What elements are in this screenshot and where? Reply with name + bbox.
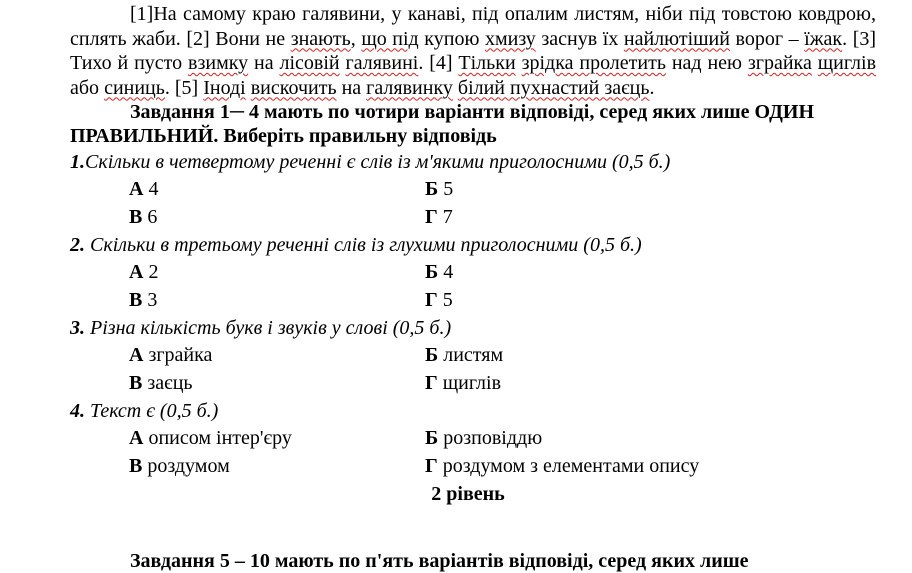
answer-option[interactable] [425,289,453,312]
spellcheck-underlined-word: галявинку [366,76,453,99]
question-text: Скільки в четвертому реченні є слів із м'якими приголосними (0,5 б.) [85,151,671,173]
spellcheck-underlined-word: взимку [188,52,249,74]
option-value: описом інтер'єру [148,426,292,449]
option-letter: В [129,371,143,394]
answer-option[interactable] [129,455,425,478]
options-row [70,452,876,480]
spellcheck-underlined-word: галявині [345,52,419,74]
spellcheck-underlined-word: Тільки [458,52,516,74]
spellcheck-underlined-word: зграйка [747,52,812,74]
option-value: 7 [442,205,453,228]
passage-segment: [1]На самому краю галявини, у канаві, під опалим листям, ніби під товстою ковдрою, сплять жаби. [2] Вони не [70,3,876,50]
option-value: роздумом з елементами опису [442,454,700,477]
question-number: 2. [70,234,85,256]
answer-option[interactable] [425,261,453,284]
option-letter: А [129,260,144,283]
answer-option[interactable] [129,261,425,284]
passage-segment: . [649,76,655,99]
options-row [70,369,876,397]
option-value: 2 [148,260,159,283]
answer-option[interactable] [425,344,503,367]
question-number: 1. [70,151,85,173]
spellcheck-underlined-word: знають [290,27,351,50]
option-value: листям [443,343,504,366]
option-value: роздумом [147,454,230,477]
spellcheck-underlined-word: вискочить [250,76,337,99]
options-row [70,258,876,286]
question-number: 4. [70,400,85,422]
answer-option[interactable] [129,289,425,312]
option-value: 5 [442,288,453,311]
answer-option[interactable] [425,455,699,478]
passage-segment: на [336,76,367,99]
level-heading: 2 рівень [431,483,505,505]
option-value: зграйка [148,343,213,366]
option-letter: Б [425,177,439,200]
question-1 [70,149,876,175]
spellcheck-underlined-word: їжак [804,27,843,50]
passage-text [70,2,876,100]
option-letter: Г [425,454,438,477]
option-letter: В [129,454,143,477]
question-4 [70,398,876,424]
spellcheck-underlined-word: синиць [104,76,165,99]
question-text: Скільки в третьому реченні слів із глухими приголосними (0,5 б.) [85,234,642,256]
passage-segment: на [248,52,280,74]
option-letter: В [129,205,143,228]
answer-option[interactable] [129,344,425,367]
option-value: заєць [147,371,193,394]
options-row [70,341,876,369]
option-value: 5 [443,177,454,200]
task-instructions: Завдання 1─ 4 мають по чотири варіанти відповіді, серед яких лише ОДИН ПРАВИЛЬНИЙ. Виберіть правильну відповідь [70,101,814,147]
spellcheck-underlined-word: що під [361,27,419,50]
option-letter: Б [425,343,439,366]
passage-segment: , [350,27,362,50]
answer-option[interactable] [425,427,542,450]
option-value: 4 [443,260,454,283]
option-letter: А [129,343,144,366]
option-letter: Г [425,288,438,311]
passage-segment: ворог – [729,27,805,50]
question-number: 3. [70,317,85,339]
option-letter: В [129,288,143,311]
spellcheck-underlined-word: зрідка пролетить [521,52,666,74]
passage-segment: . [4] [418,52,459,74]
passage-segment: купою [418,27,485,50]
option-value: розповіддю [443,426,543,449]
spellcheck-underlined-word: щиглів [817,52,877,74]
options-row [70,286,876,314]
option-letter: Г [425,205,438,228]
spellcheck-underlined-word: Іноді [203,76,246,99]
option-value: 4 [148,177,159,200]
spellcheck-underlined-word: лісовій [279,52,340,74]
option-letter: Г [425,371,438,394]
question-3 [70,315,876,341]
passage-segment: . [3] Тихо й пусто [70,27,877,74]
spellcheck-underlined-word: хмизу [484,27,536,50]
options-row [70,203,876,231]
options-row [70,424,876,452]
answer-option[interactable] [129,372,425,395]
question-text: Різна кількість букв і звуків у слові (0,5 б.) [85,317,452,339]
option-letter: Б [425,260,439,283]
option-letter: А [129,426,144,449]
option-letter: Б [425,426,439,449]
option-letter: А [129,177,144,200]
answer-option[interactable] [425,178,453,201]
answer-option[interactable] [129,206,425,229]
question-text: Текст є (0,5 б.) [85,400,219,422]
passage-segment: заснув їх [535,27,624,50]
answer-option[interactable] [129,178,425,201]
option-value: 6 [147,205,158,228]
question-2 [70,232,876,258]
answer-option[interactable] [425,206,453,229]
option-value: 3 [147,288,158,311]
spellcheck-underlined-word: білий пухнастий заєць [457,76,650,99]
answer-option[interactable] [129,427,425,450]
options-row [70,175,876,203]
cut-off-instructions: Завдання 5 – 10 мають по п'ять варіантів відповіді, серед яких лише [130,550,749,572]
passage-segment: . [5] [164,76,204,99]
questions-list [70,149,876,480]
passage-segment: над нею [665,52,748,74]
worksheet [70,0,876,508]
spellcheck-underlined-word: найлютіший [623,27,730,50]
passage-segment: або [70,76,105,99]
answer-option[interactable] [425,372,501,395]
option-value: щиглів [442,371,502,394]
